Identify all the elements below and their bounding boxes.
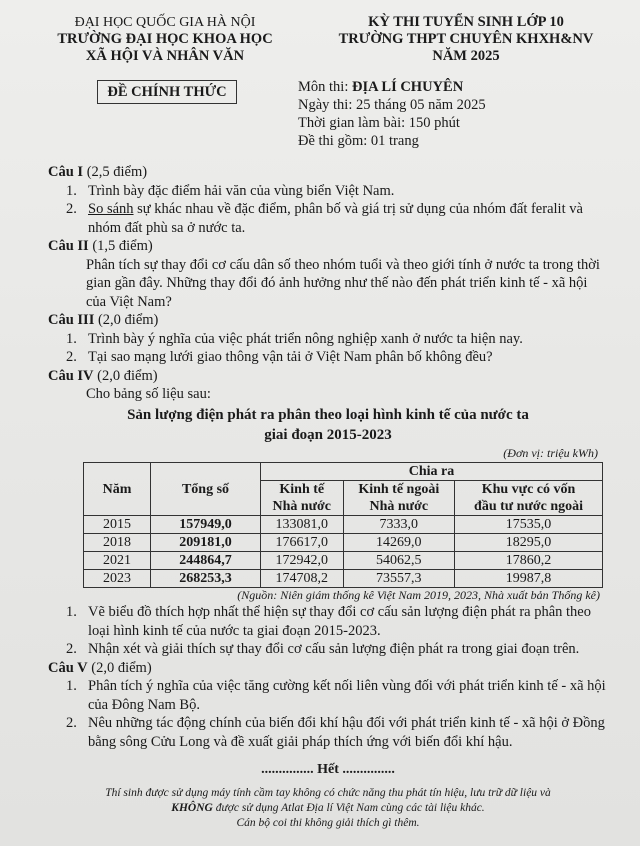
question-4-title bbox=[48, 367, 608, 386]
col-nonstate: Kinh tế ngoài Nhà nước bbox=[343, 481, 455, 516]
question-1-title bbox=[48, 163, 608, 182]
table-header-row bbox=[84, 463, 603, 481]
cell-state: 133081,0 bbox=[261, 516, 344, 534]
cell-year: 2018 bbox=[84, 534, 151, 552]
cell-year: 2015 bbox=[84, 516, 151, 534]
question-3-item-1: 1. Trình bày ý nghĩa của việc phát triển nông nghiệp xanh ở nước ta hiện nay. bbox=[66, 330, 523, 347]
question-3-label: Câu III bbox=[48, 312, 95, 328]
exam-duration: Thời gian làm bài: 150 phút bbox=[298, 115, 460, 131]
candidate-note bbox=[48, 786, 608, 831]
cell-total: 244864,7 bbox=[151, 552, 261, 570]
note-emphasis: KHÔNG bbox=[171, 801, 213, 814]
cell-state: 176617,0 bbox=[261, 534, 344, 552]
table-row bbox=[84, 516, 603, 534]
table-row bbox=[84, 570, 603, 588]
exam-year: NĂM 2025 bbox=[432, 48, 500, 64]
cell-nonstate: 54062,5 bbox=[343, 552, 455, 570]
cell-nonstate: 73557,3 bbox=[343, 570, 455, 588]
question-4-intro: Cho bảng số liệu sau: bbox=[86, 386, 211, 402]
question-3-points: (2,0 điểm) bbox=[94, 312, 159, 328]
question-4-item-2: 2. Nhận xét và giải thích sự thay đổi cơ cấu sản lượng điện phát ra trong giai đoạn trên. bbox=[66, 641, 580, 657]
question-3-item-2: 2. Tại sao mạng lưới giao thông vận tải ở Việt Nam phân bố không đều? bbox=[66, 349, 493, 365]
cell-total: 268253,3 bbox=[151, 570, 261, 588]
note-line3: Cán bộ coi thi không giải thích gì thêm. bbox=[236, 816, 420, 829]
table-title-line1: Sản lượng điện phát ra phân theo loại hình kinh tế của nước ta bbox=[127, 406, 529, 423]
end-marker: ............... Hết ............... bbox=[261, 762, 395, 777]
official-label: ĐỀ CHÍNH THỨC bbox=[97, 80, 237, 104]
cell-fdi: 17860,2 bbox=[455, 552, 603, 570]
col-state: Kinh tế Nhà nước bbox=[261, 481, 344, 516]
question-5-points: (2,0 điểm) bbox=[87, 659, 152, 676]
col-split: Chia ra bbox=[261, 463, 603, 481]
exam-page-count: Đề thi gồm: 01 trang bbox=[298, 133, 419, 149]
cell-fdi: 19987,8 bbox=[455, 570, 603, 588]
cell-state: 174708,2 bbox=[261, 570, 344, 588]
school-name-line2: XÃ HỘI VÀ NHÂN VĂN bbox=[85, 48, 245, 64]
question-5-title bbox=[48, 659, 608, 678]
header-left bbox=[40, 14, 290, 65]
question-1-label: Câu I bbox=[48, 164, 84, 180]
table-source: (Nguồn: Niên giám thống kê Việt Nam 2019, 2023, Nhà xuất bản Thống kê) bbox=[237, 588, 600, 602]
question-5-item-1: 1. Phân tích ý nghĩa của việc tăng cường kết nối liên vùng đối với phát triển kinh tế - xã hội của Đông Nam Bộ. bbox=[66, 678, 606, 713]
table-unit: (Đơn vị: triệu kWh) bbox=[503, 445, 598, 460]
cell-year: 2023 bbox=[84, 570, 151, 588]
question-2-points: (1,5 điểm) bbox=[88, 238, 153, 254]
question-1-points: (2,5 điểm) bbox=[83, 164, 148, 180]
question-4-points: (2,0 điểm) bbox=[93, 367, 158, 384]
header-right bbox=[316, 14, 616, 65]
note-line2: KHÔNG được sử dụng Atlat Địa lí Việt Nam cùng các tài liệu khác. bbox=[171, 801, 485, 814]
table-title-line2: giai đoạn 2015-2023 bbox=[264, 426, 392, 443]
question-5-label: Câu V bbox=[48, 659, 88, 676]
question-1-item-2: 2. So sánh sự khác nhau về đặc điểm, phân bố và giá trị sử dụng của nhóm đất feralit và nhóm đất phù sa ở nước ta. bbox=[66, 201, 583, 236]
col-fdi: Khu vực có vốn đầu tư nước ngoài bbox=[455, 481, 603, 516]
question-1-item-1: 1. Trình bày đặc điểm hải văn của vùng biển Việt Nam. bbox=[66, 182, 395, 199]
exam-school: TRƯỜNG THPT CHUYÊN KHXH&NV bbox=[338, 31, 594, 47]
question-2-text: Phân tích sự thay đổi cơ cấu dân số theo nhóm tuổi và theo giới tính ở nước ta trong thời gian gần đây. Những thay đổi đó ảnh hưởng như thế nào đến phát triển kinh tế - xã hội của Việt Nam? bbox=[86, 256, 600, 310]
exam-name: KỲ THI TUYỂN SINH LỚP 10 bbox=[368, 14, 564, 30]
question-2-label: Câu II bbox=[48, 238, 89, 254]
electricity-table bbox=[83, 462, 603, 588]
subject-label: Môn thi: bbox=[298, 79, 352, 95]
col-total: Tổng số bbox=[151, 463, 261, 516]
question-3-title bbox=[48, 311, 608, 330]
question-4-label: Câu IV bbox=[48, 367, 94, 384]
exam-date: Ngày thi: 25 tháng 05 năm 2025 bbox=[298, 97, 486, 113]
university-name: ĐẠI HỌC QUỐC GIA HÀ NỘI bbox=[74, 15, 256, 30]
subject-line bbox=[298, 78, 486, 96]
subject-value: ĐỊA LÍ CHUYÊN bbox=[351, 79, 464, 95]
cell-fdi: 18295,0 bbox=[455, 534, 603, 552]
exam-body bbox=[48, 163, 608, 831]
school-name-line1: TRƯỜNG ĐẠI HỌC KHOA HỌC bbox=[57, 31, 273, 47]
note-line1: Thí sinh được sử dụng máy tính cầm tay không có chức năng thu phát tín hiệu, lưu trữ dữ liệu và bbox=[105, 786, 551, 799]
cell-nonstate: 7333,0 bbox=[343, 516, 455, 534]
cell-total: 209181,0 bbox=[151, 534, 261, 552]
exam-meta bbox=[298, 78, 486, 150]
question-2-title bbox=[48, 237, 608, 256]
cell-state: 172942,0 bbox=[261, 552, 344, 570]
cell-nonstate: 14269,0 bbox=[343, 534, 455, 552]
cell-year: 2021 bbox=[84, 552, 151, 570]
cell-fdi: 17535,0 bbox=[455, 516, 603, 534]
cell-total: 157949,0 bbox=[151, 516, 261, 534]
question-5-item-2: 2. Nêu những tác động chính của biến đổi khí hậu đối với phát triển kinh tế - xã hội ở Đồng bằng sông Cửu Long và đề xuất giải pháp thích ứng với biến đổi khí hậu. bbox=[66, 715, 605, 750]
table-row bbox=[84, 534, 603, 552]
question-4-item-1: 1. Vẽ biểu đồ thích hợp nhất thể hiện sự thay đổi cơ cấu sản lượng điện phát ra phân theo loại hình kinh tế của nước ta giai đoạn 2015-2023. bbox=[66, 604, 591, 639]
table-row bbox=[84, 552, 603, 570]
underlined-phrase: So sánh bbox=[88, 201, 134, 217]
col-year: Năm bbox=[84, 463, 151, 516]
